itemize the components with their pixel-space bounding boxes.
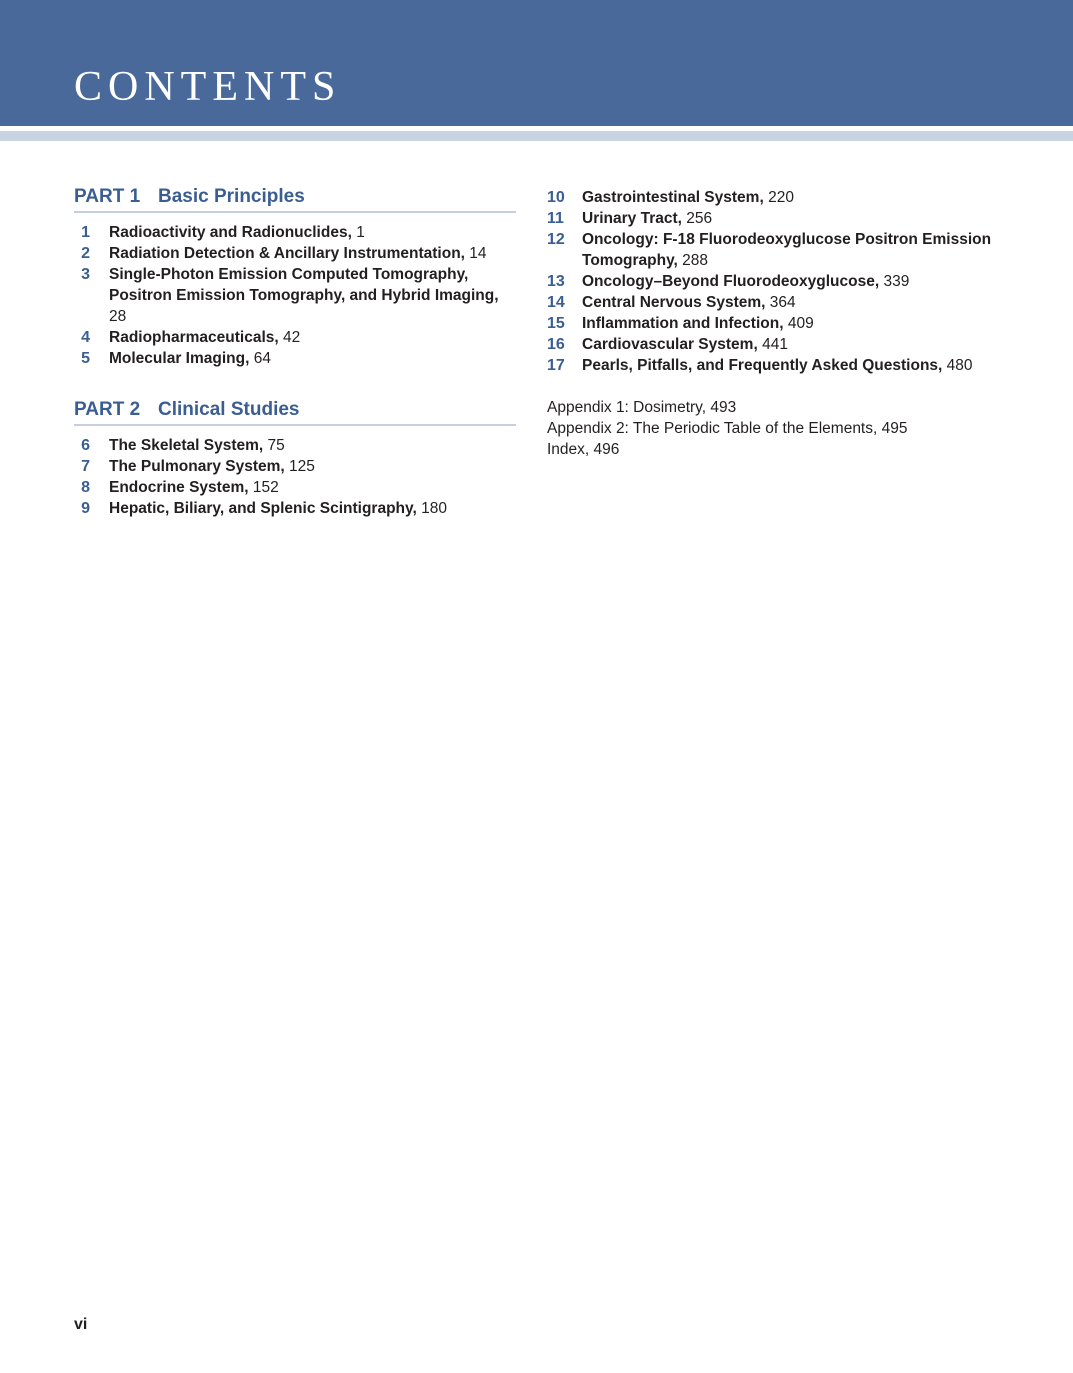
chapter-title: Urinary Tract, [582, 210, 682, 227]
chapter-title: Molecular Imaging, [109, 350, 250, 367]
chapter-title: Hepatic, Biliary, and Splenic Scintigraphy, [109, 500, 417, 517]
chapter-number: 17 [547, 357, 565, 374]
chapter-page: 256 [681, 210, 713, 227]
chapter-title: Radiopharmaceuticals, [109, 329, 279, 346]
appendix-list [547, 397, 1007, 460]
toc-entry[interactable] [547, 208, 1007, 229]
chapter-title: Radiation Detection & Ancillary Instrumentation, [109, 245, 465, 262]
toc-entry[interactable] [547, 271, 1007, 292]
chapter-page: 480 [942, 357, 973, 374]
toc-entry[interactable] [74, 243, 516, 264]
toc-entry[interactable] [547, 187, 1007, 208]
chapter-page: 409 [783, 315, 814, 332]
page-number: vi [74, 1316, 88, 1333]
chapter-title: The Skeletal System, [109, 437, 264, 454]
chapter-page: 1 [351, 224, 365, 241]
chapter-title: Central Nervous System, [582, 294, 766, 311]
appendix-item[interactable]: Appendix 2: The Periodic Table of the Elements, 495 [547, 420, 908, 437]
chapter-page: 14 [464, 245, 487, 262]
chapter-number: 7 [81, 458, 90, 475]
index-item[interactable]: Index, 496 [547, 441, 620, 458]
chapter-page: 125 [284, 458, 315, 475]
chapter-page: 441 [757, 336, 788, 353]
chapter-title: Radioactivity and Radionuclides, [109, 224, 352, 241]
chapter-page: 75 [263, 437, 285, 454]
chapter-number: 9 [81, 500, 90, 517]
toc-entry[interactable] [74, 222, 516, 243]
chapter-number: 10 [547, 189, 565, 206]
chapter-page: 152 [248, 479, 279, 496]
toc-entry[interactable] [74, 498, 516, 519]
chapter-number: 12 [547, 231, 565, 248]
appendix-item[interactable]: Appendix 1: Dosimetry, 493 [547, 399, 737, 416]
chapter-number: 14 [547, 294, 565, 311]
chapter-number: 5 [81, 350, 90, 367]
chapter-title: Oncology–Beyond Fluorodeoxyglucose, [582, 273, 880, 290]
chapter-number: 6 [81, 437, 90, 454]
toc-left-column [74, 185, 516, 519]
chapter-title: Inflammation and Infection, [582, 315, 784, 332]
chapter-page: 220 [763, 189, 794, 206]
chapter-number: 2 [81, 245, 90, 262]
toc-entry[interactable] [74, 327, 516, 348]
part-heading [74, 398, 516, 426]
chapter-number: 13 [547, 273, 565, 290]
chapter-number: 11 [547, 210, 564, 227]
chapter-title: Endocrine System, [109, 479, 249, 496]
chapter-number: 8 [81, 479, 90, 496]
chapter-page: 339 [879, 273, 910, 290]
header-banner [0, 0, 1073, 126]
chapter-title: The Pulmonary System, [109, 458, 285, 475]
toc-entry[interactable] [74, 435, 516, 456]
part-heading [74, 185, 516, 213]
toc-entry[interactable] [547, 334, 1007, 355]
toc-entry[interactable] [547, 355, 1007, 376]
chapter-page: 28 [109, 308, 127, 325]
chapter-number: 4 [81, 329, 90, 346]
chapter-title: Gastrointestinal System, [582, 189, 764, 206]
part-title: Basic Principles [158, 186, 305, 207]
page-title: CONTENTS [74, 64, 342, 110]
part-label: PART 1 [74, 186, 141, 207]
toc-entry[interactable] [74, 477, 516, 498]
toc-entry[interactable] [74, 264, 516, 327]
toc-right-column [547, 187, 1007, 460]
chapter-page: 288 [677, 252, 709, 269]
part-title: Clinical Studies [158, 399, 300, 420]
chapter-title: Pearls, Pitfalls, and Frequently Asked Questions, [582, 357, 943, 374]
toc-entry[interactable] [74, 456, 516, 477]
toc-entry[interactable] [547, 313, 1007, 334]
header-stripe [0, 131, 1073, 141]
toc-entry[interactable] [74, 348, 516, 369]
chapter-page: 180 [416, 500, 447, 517]
chapter-number: 1 [81, 224, 90, 241]
chapter-number: 15 [547, 315, 565, 332]
chapter-number: 3 [81, 266, 90, 283]
part-label: PART 2 [74, 399, 141, 420]
chapter-number: 16 [547, 336, 565, 353]
chapter-title: Single-Photon Emission Computed Tomography, Positron Emission Tomography, and Hybrid Imaging, [109, 266, 499, 304]
chapter-title: Cardiovascular System, [582, 336, 758, 353]
toc-entry[interactable] [547, 229, 1007, 271]
chapter-page: 364 [765, 294, 796, 311]
chapter-page: 64 [249, 350, 271, 367]
toc-entry[interactable] [547, 292, 1007, 313]
chapter-page: 42 [278, 329, 301, 346]
chapter-title: Oncology: F-18 Fluorodeoxyglucose Positron Emission Tomography, [582, 231, 992, 269]
